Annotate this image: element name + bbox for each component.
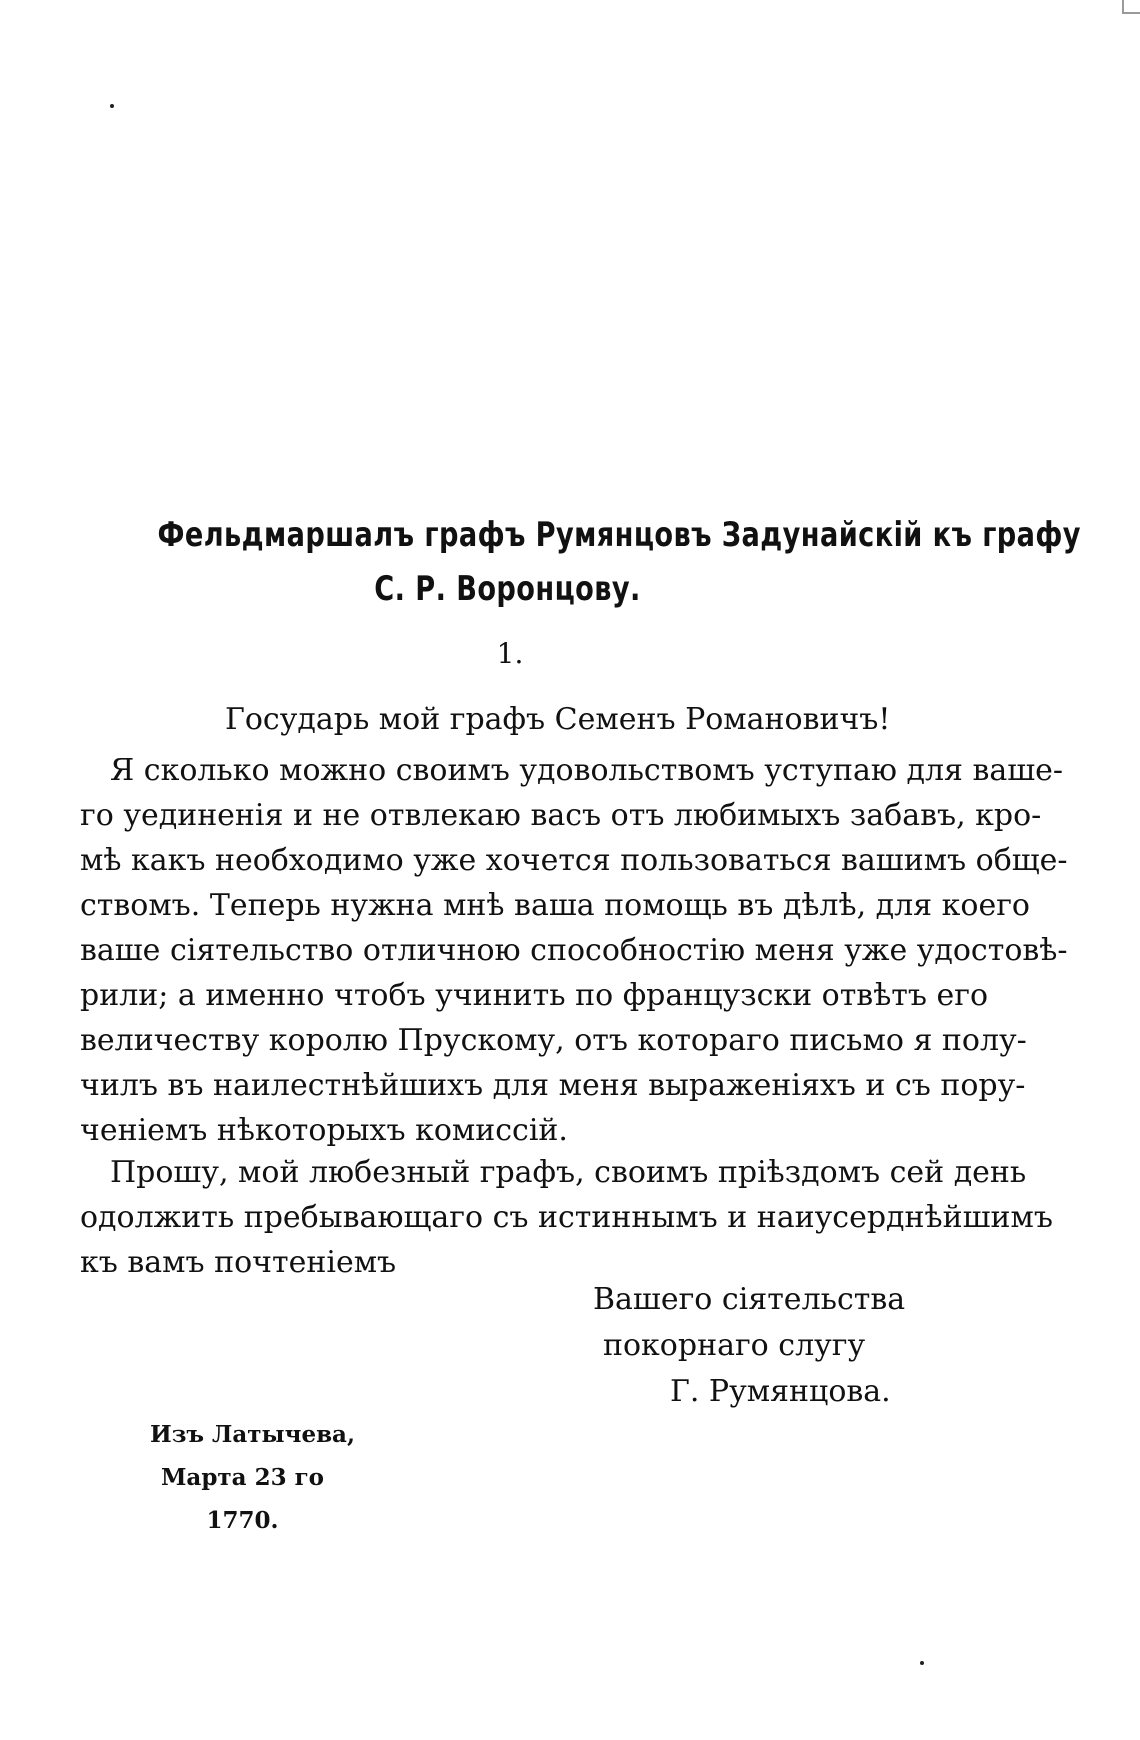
paragraph-line: къ вамъ почтеніемъ [80,1245,397,1280]
signature: Г. Румянцова. [670,1374,891,1409]
letter-heading [70,508,1081,616]
ink-speck [110,104,114,108]
paragraph-line: ченіемъ нѣкоторыхъ комиссій. [80,1113,568,1148]
heading-line-2: С. Р. Воронцову. [374,569,641,609]
ink-speck [920,1661,924,1665]
letter-number: 1. [496,637,524,670]
paragraph-line: Прошу, мой любезный графъ, своимъ пріѣздомъ сей день [110,1155,1027,1190]
paragraph-line: чилъ въ наилестнѣйшихъ для меня выраженіяхъ и съ пору- [80,1068,1026,1103]
signoff-line-1: Вашего сіятельства [593,1282,906,1317]
paragraph-line: величеству королю Прускому, отъ котораго письмо я полу- [80,1023,1027,1058]
place-line: Изъ Латычева, [150,1421,355,1448]
paragraph-line: ствомъ. Теперь нужна мнѣ ваша помощь въ дѣлѣ, для коего [80,888,1030,923]
salutation: Государь мой графъ Семенъ Романовичъ! [225,702,891,737]
paragraph-line: одолжить пребывающаго съ истиннымъ и наиусерднѣйшимъ [80,1200,1053,1235]
paragraph-line: рили; а именно чтобъ учинить по французски отвѣтъ его [80,978,989,1013]
date-line: Марта 23 го [160,1464,325,1491]
place-and-date [150,1413,355,1542]
paragraph-2 [80,1150,1053,1285]
paragraph-1 [80,748,1068,1153]
heading-line-1: Фельдмаршалъ графъ Румянцовъ Задунайскій къ графу [157,515,1081,555]
scan-edge-mark [1122,0,1140,14]
paragraph-line: Я сколько можно своимъ удовольствомъ уступаю для ваше- [110,753,1064,788]
paragraph-line: го уединенія и не отвлекаю васъ отъ любимыхъ забавъ, кро- [80,798,1042,833]
signoff-line-2: покорнаго слугу [603,1328,866,1363]
paragraph-line: ваше сіятельство отличною способностію меня уже удостовѣ- [80,933,1068,968]
paragraph-line: мѣ какъ необходимо уже хочется пользоваться вашимъ обще- [80,843,1068,878]
year-line: 1770. [206,1507,279,1534]
